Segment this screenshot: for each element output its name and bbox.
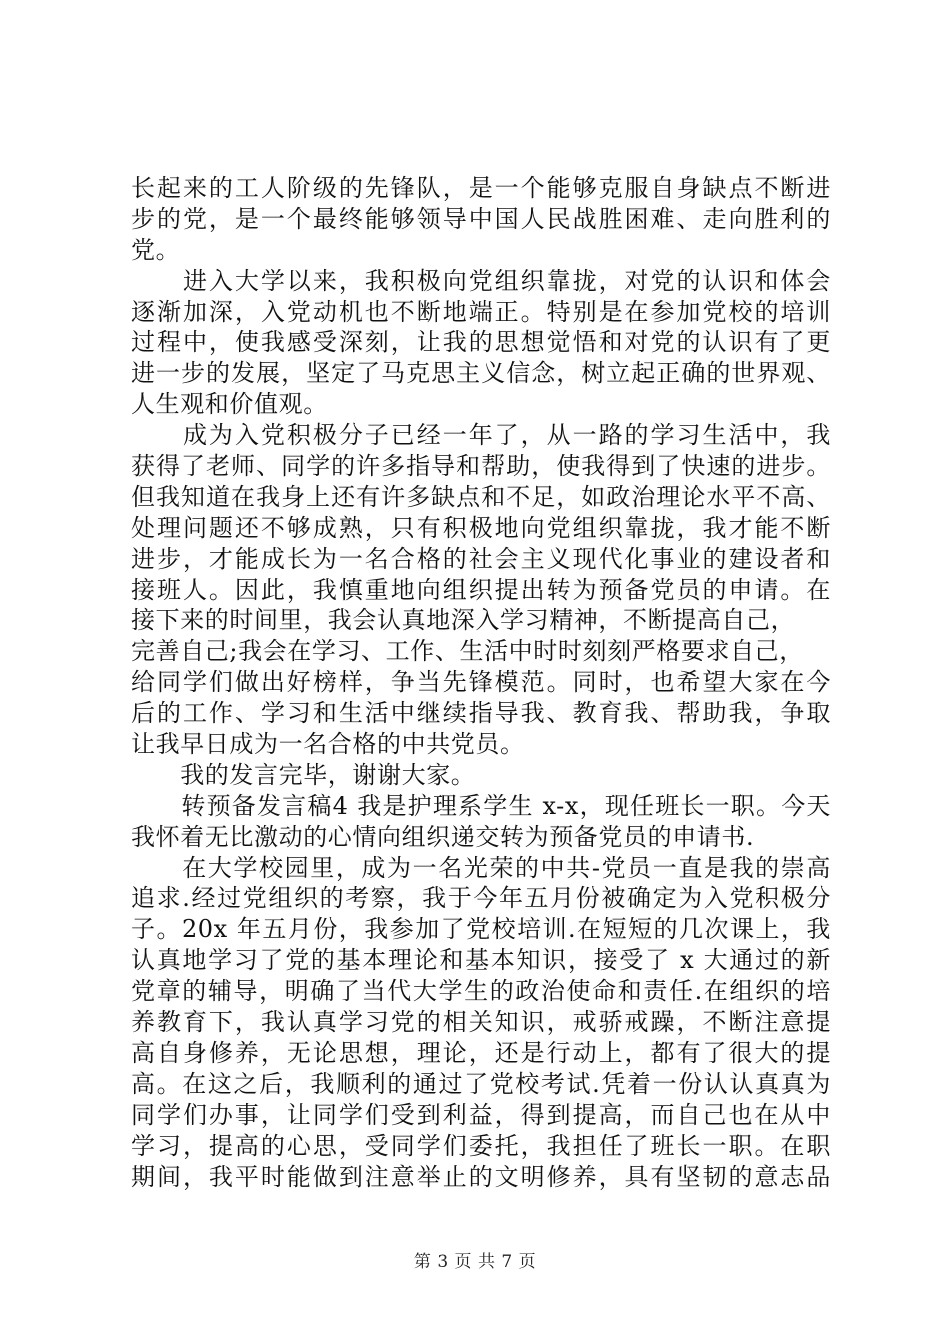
text-line: 我怀着无比激动的心情向组织递交转为预备党员的申请书. — [131, 822, 755, 851]
text-line: 同学们办事，让同学们受到利益，得到提高，而自己也在从中 — [131, 1100, 831, 1129]
text-line: 转预备发言稿4 我是护理系学生 x-x，现任班长一职。今天 — [131, 791, 831, 820]
text-line: 认真地学习了党的基本理论和基本知识，接受了 x 大通过的新 — [131, 946, 831, 975]
text-line: 逐渐加深，入党动机也不断地端正。特别是在参加党校的培训 — [131, 297, 831, 326]
text-line: 我的发言完毕，谢谢大家。 — [131, 760, 476, 789]
text-line: 进入大学以来，我积极向党组织靠拢，对党的认识和体会 — [131, 266, 831, 295]
text-line: 追求.经过党组织的考察，我于今年五月份被确定为入党积极分 — [131, 884, 831, 913]
text-line: 长起来的工人阶级的先锋队，是一个能够克服自身缺点不断进 — [131, 174, 831, 202]
text-line: 养教育下，我认真学习党的相关知识，戒骄戒躁，不断注意提 — [131, 1008, 831, 1037]
text-line: 处理问题还不够成熟，只有积极地向党组织靠拢，我才能不断 — [131, 513, 831, 542]
text-line: 进一步的发展，坚定了马克思主义信念，树立起正确的世界观、 — [131, 359, 831, 388]
text-line: 人生观和价值观。 — [131, 390, 328, 419]
body-text — [131, 173, 831, 1192]
text-line: 给同学们做出好榜样，争当先锋模范。同时，也希望大家在今 — [131, 668, 831, 697]
text-line: 成为入党积极分子已经一年了，从一路的学习生活中，我 — [131, 421, 831, 450]
text-line: 接班人。因此，我慎重地向组织提出转为预备党员的申请。在 — [131, 575, 831, 604]
text-line: 高。在这之后，我顺利的通过了党校考试.凭着一份认认真真为 — [131, 1069, 831, 1098]
text-line: 期间，我平时能做到注意举止的文明修养，具有坚韧的意志品 — [131, 1162, 831, 1191]
text-line: 在大学校园里，成为一名光荣的中共-党员一直是我的崇高 — [131, 853, 831, 882]
text-line: 获得了老师、同学的许多指导和帮助，使我得到了快速的进步。 — [131, 452, 831, 481]
text-line: 高自身修养，无论思想，理论，还是行动上，都有了很大的提 — [131, 1038, 831, 1067]
text-line: 完善自己;我会在学习、工作、生活中时时刻刻严格要求自己， — [131, 637, 804, 666]
text-line: 后的工作、学习和生活中继续指导我、教育我、帮助我，争取 — [131, 699, 831, 728]
text-line: 学习，提高的心思，受同学们委托，我担任了班长一职。在职 — [131, 1131, 831, 1160]
text-line: 但我知道在我身上还有许多缺点和不足，如政治理论水平不高、 — [131, 482, 831, 511]
text-line: 党章的辅导，明确了当代大学生的政治使命和责任.在组织的培 — [131, 977, 831, 1006]
text-line: 让我早日成为一名合格的中共党员。 — [131, 730, 525, 759]
text-line: 步的党，是一个最终能够领导中国人民战胜困难、走向胜利的 — [131, 204, 831, 233]
text-line: 接下来的时间里，我会认真地深入学习精神，不断提高自己， — [131, 606, 796, 635]
text-line: 进步，才能成长为一名合格的社会主义现代化事业的建设者和 — [131, 544, 831, 573]
page-footer: 第 3 页 共 7 页 — [413, 1252, 537, 1272]
text-line: 党。 — [131, 235, 181, 264]
text-line: 过程中，使我感受深刻，让我的思想觉悟和对党的认识有了更 — [131, 328, 831, 357]
text-line: 子。20x 年五月份，我参加了党校培训.在短短的几次课上，我 — [131, 915, 831, 944]
